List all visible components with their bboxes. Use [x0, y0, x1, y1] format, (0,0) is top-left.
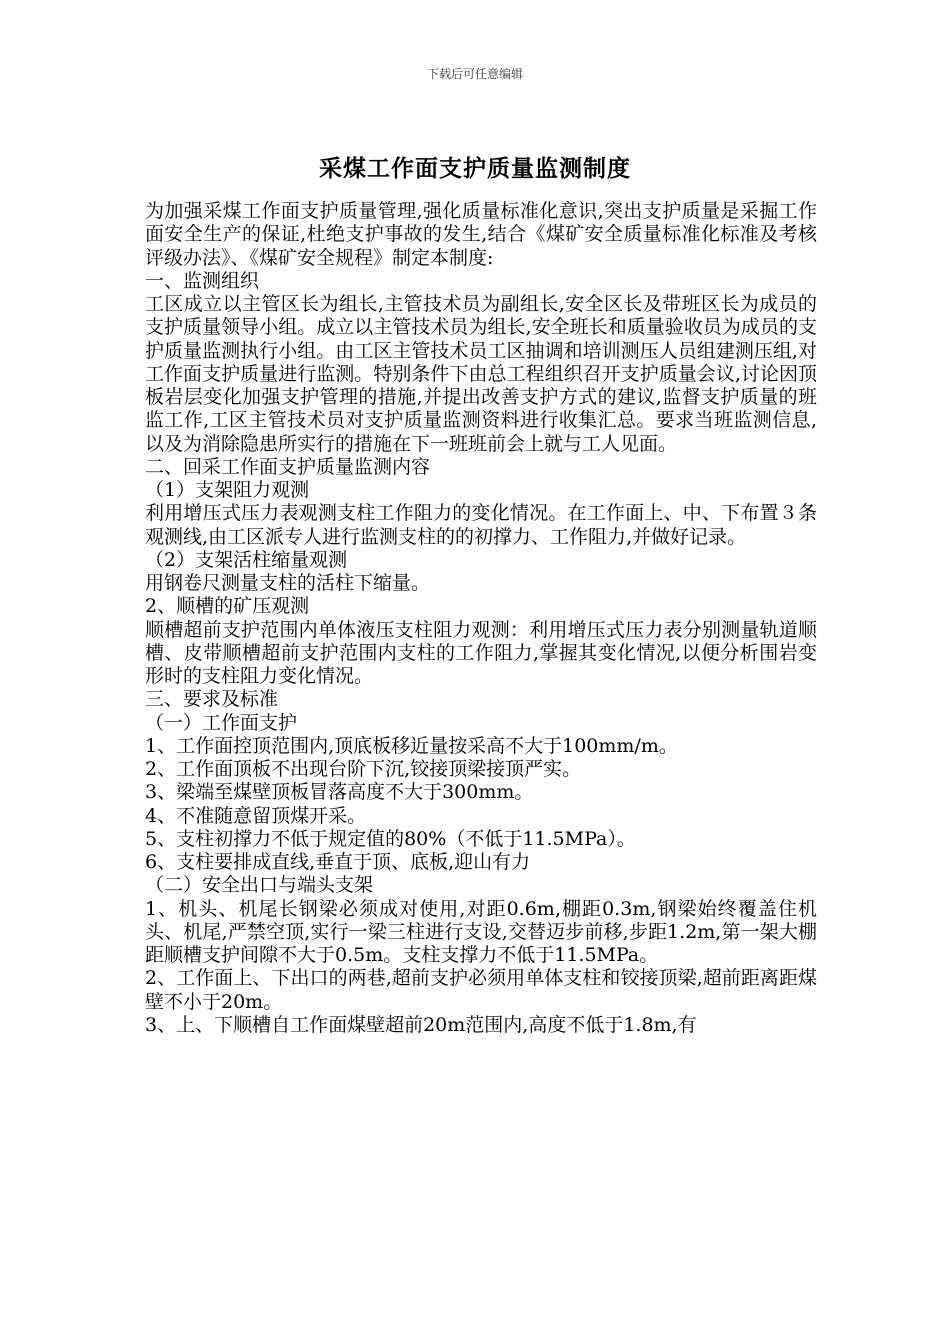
list-item: 3、上、下顺槽自工作面煤壁超前20m范围内,高度不低于1.8m,有 — [145, 1013, 697, 1036]
page-title: 采煤工作面支护质量监测制度 — [319, 156, 631, 182]
list-item: 3、梁端至煤壁顶板冒落高度不大于300mm。 — [145, 781, 534, 804]
list-item: 2、工作面上、下出口的两巷,超前支护必须用单体支柱和铰接顶梁,超前距离距煤壁不小于20m。 — [145, 967, 817, 1013]
body-paragraph: 工区成立以主管区长为组长,主管技术员为副组长,安全区长及带班区长为成员的支护质量领导小组。成立以主管技术员为组长,安全班长和质量验收员为成员的支护质量监测执行小组。由工区主管技术员工区抽调和培训测压人员组建测压组,对工作面支护质量进行监测。特别条件下由总工程组织召开支护质量会议,讨论因顶板岩层变化加强支护管理的措施,并提出改善支护方式的建议,监督支护质量的班监工作,工区主管技术员对支护质量监测资料进行收集汇总。要求当班监测信息,以及为消除隐患所实行的措施在下一班班前会上就与工人见面。 — [145, 293, 817, 455]
list-item: 6、支柱要排成直线,垂直于顶、底板,迎山有力 — [145, 851, 531, 873]
section-heading-monitoring-content: 二、回采工作面支护质量监测内容 — [145, 455, 431, 478]
subsection-heading: （二）安全出口与端头支架 — [145, 874, 374, 897]
header-note: 下载后可任意编辑 — [426, 67, 523, 81]
intro-paragraph: 为加强采煤工作面支护质量管理,强化质量标准化意识,突出支护质量是采掘工作面安全生产的保证,杜绝支护事故的发生,结合《煤矿安全质量标准化标准及考核评级办法》、《煤矿安全规程》制定本制度: — [145, 200, 817, 269]
subsection-heading: （2）支架活柱缩量观测 — [145, 548, 348, 571]
list-item: 1、机头、机尾长钢梁必须成对使用,对距0.6m,棚距0.3m,钢梁始终覆盖住机头、机尾,严禁空顶,实行一梁三柱进行支设,交替迈步前移,步距1.2m,第一架大棚距顺槽支护间隙不大于0.5m。支柱支撑力不低于11.5MPa。 — [145, 897, 817, 966]
list-item: 1、工作面控顶范围内,顶底板移近量按采高不大于100mm/m。 — [145, 734, 678, 757]
subsection-heading: 2、顺槽的矿压观测 — [145, 595, 310, 618]
subsection-heading: （一）工作面支护 — [145, 711, 298, 734]
section-heading-monitoring-organization: 一、监测组织 — [145, 269, 260, 292]
subsection-heading: （1）支架阻力观测 — [145, 479, 310, 501]
list-item: 2、工作面顶板不出现台阶下沉,铰接顶梁接顶严实。 — [145, 758, 582, 780]
document-body — [145, 200, 817, 1037]
list-item: 5、支柱初撑力不低于规定值的80%（不低于11.5MPa）。 — [145, 827, 636, 850]
body-paragraph: 利用增压式压力表观测支柱工作阻力的变化情况。在工作面上、中、下布置３条观测线,由工区派专人进行监测支柱的的初撑力、工作阻力,并做好记录。 — [145, 502, 817, 548]
section-heading-requirements: 三、要求及标准 — [145, 688, 279, 711]
body-paragraph: 用钢卷尺测量支柱的活柱下缩量。 — [145, 572, 431, 594]
list-item: 4、不准随意留顶煤开采。 — [145, 804, 367, 827]
body-paragraph: 顺槽超前支护范围内单体液压支柱阻力观测：利用增压式压力表分别测量轨道顺槽、皮带顺槽超前支护范围内支柱的工作阻力,掌握其变化情况,以便分析围岩变形时的支柱阻力变化情况。 — [145, 618, 817, 687]
